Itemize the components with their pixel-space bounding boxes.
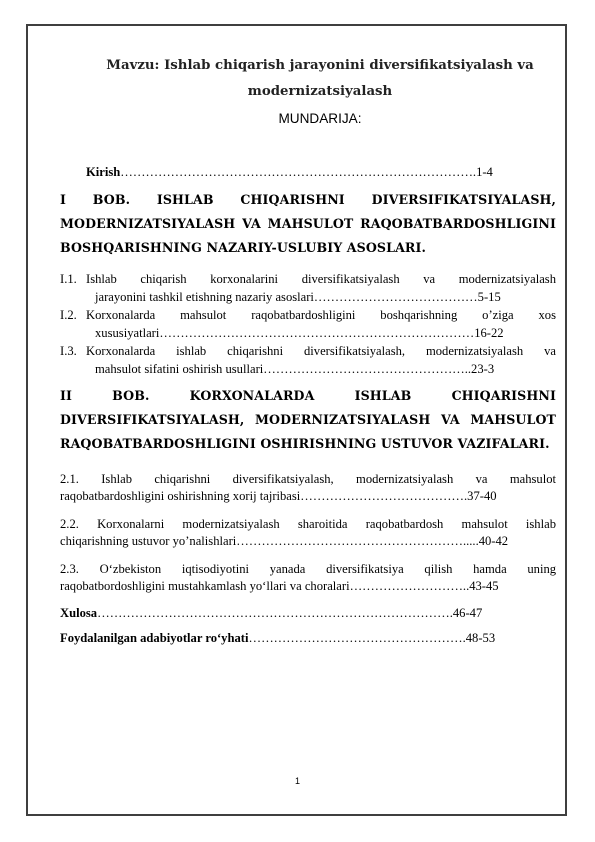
section-number: I.1. (60, 272, 77, 286)
chapter-2-heading-line2[interactable]: DIVERSIFIKATSIYALASH, MODERNIZATSIYALASH VA MAHSULOT (60, 412, 556, 427)
toc-entry-label: Kirish (86, 165, 121, 179)
section-number: I.3. (60, 344, 77, 358)
toc-entry-2-1-line1[interactable]: 2.1. Ishlab chiqarishni diversifikatsiyalash, modernizatsiyalash va mahsulot (60, 472, 556, 486)
document-title-line1: Mavzu: Ishlab chiqarish jarayonini diversifikatsiyalash va (106, 58, 534, 73)
toc-entry-label: Foydalanilgan adabiyotlar ro‘yhati (60, 631, 249, 645)
toc-entry-conclusion[interactable] (60, 606, 482, 621)
toc-page-range: 46-47 (452, 606, 483, 620)
toc-entry-2-3-line2[interactable]: raqobatbordoshligini mustahkamlash yo‘llari va choralari………………………..43-45 (60, 579, 499, 593)
toc-entry-2-3-line1[interactable]: 2.3. O‘zbekiston iqtisodiyotini yanada diversifikatsiya qilish hamda uning (60, 562, 557, 576)
toc-entry-1-1-line1[interactable]: Ishlab chiqarish korxonalarini diversifikatsiyalash va modernizatsiyalash (86, 272, 556, 286)
toc-page-range: 48-53 (465, 631, 496, 645)
document-title-line2: modernizatsiyalash (247, 84, 393, 99)
chapter-1-heading-line3[interactable]: BOSHQARISHNING NAZARIY-USLUBIY ASOSLARI. (60, 240, 426, 255)
toc-leader-dots: …………………………………………………………………………. (97, 606, 453, 620)
toc-heading: MUNDARIJA: (278, 111, 362, 126)
toc-entry-label: Xulosa (60, 606, 98, 620)
toc-entry-1-2-line1[interactable]: Korxonalarda mahsulot raqobatbardoshligini boshqarishning o’ziga xos (86, 308, 556, 322)
toc-page-range: .1-4 (472, 165, 493, 179)
chapter-2-heading-line3[interactable]: RAQOBATBARDOSHLIGINI OSHIRISHNING USTUVOR VAZIFALARI. (60, 436, 550, 451)
chapter-2-heading-line1[interactable]: II BOB. KORXONALARDA ISHLAB CHIQARISHNI (60, 388, 556, 403)
toc-entry-2-2-line1[interactable]: 2.2. Korxonalarni modernizatsiyalash sharoitida raqobatbardosh mahsulot ishlab (60, 517, 556, 531)
toc-entry-references[interactable] (60, 631, 495, 646)
toc-entry-1-3-line1[interactable]: Korxonalarda ishlab chiqarishni diversifikatsiyalash, modernizatsiyalash va (86, 344, 556, 358)
toc-leader-dots: ……………………………………………. (248, 631, 466, 645)
chapter-1-heading-line1[interactable]: I BOB. ISHLAB CHIQARISHNI DIVERSIFIKATSIYALASH, (60, 192, 556, 207)
toc-leader-dots: ………………………………………………………………………… (120, 165, 473, 179)
section-number: I.2. (60, 308, 77, 322)
toc-entry-1-2-line2[interactable]: xususiyatlari…………………………………………………………………16-22 (95, 326, 504, 340)
toc-entry-1-1-line2[interactable]: jarayonini tashkil etishning nazariy asoslari…………………………………5-15 (95, 290, 501, 304)
toc-entry-intro[interactable] (86, 165, 493, 180)
page-number: 1 (294, 776, 300, 786)
toc-entry-2-1-line2[interactable]: raqobatbardoshligini oshirishning xorij tajribasi………………………………….37-40 (60, 489, 497, 503)
chapter-1-heading-line2[interactable]: MODERNIZATSIYALASH VA MAHSULOT RAQOBATBARDOSHLIGINI (60, 216, 556, 231)
toc-entry-2-2-line2[interactable]: chiqarishning ustuvor yo’nalishlari……………………………………………….....40-42 (60, 534, 509, 548)
toc-entry-1-3-line2[interactable]: mahsulot sifatini oshirish usullari…………………………………………..23-3 (95, 362, 495, 376)
